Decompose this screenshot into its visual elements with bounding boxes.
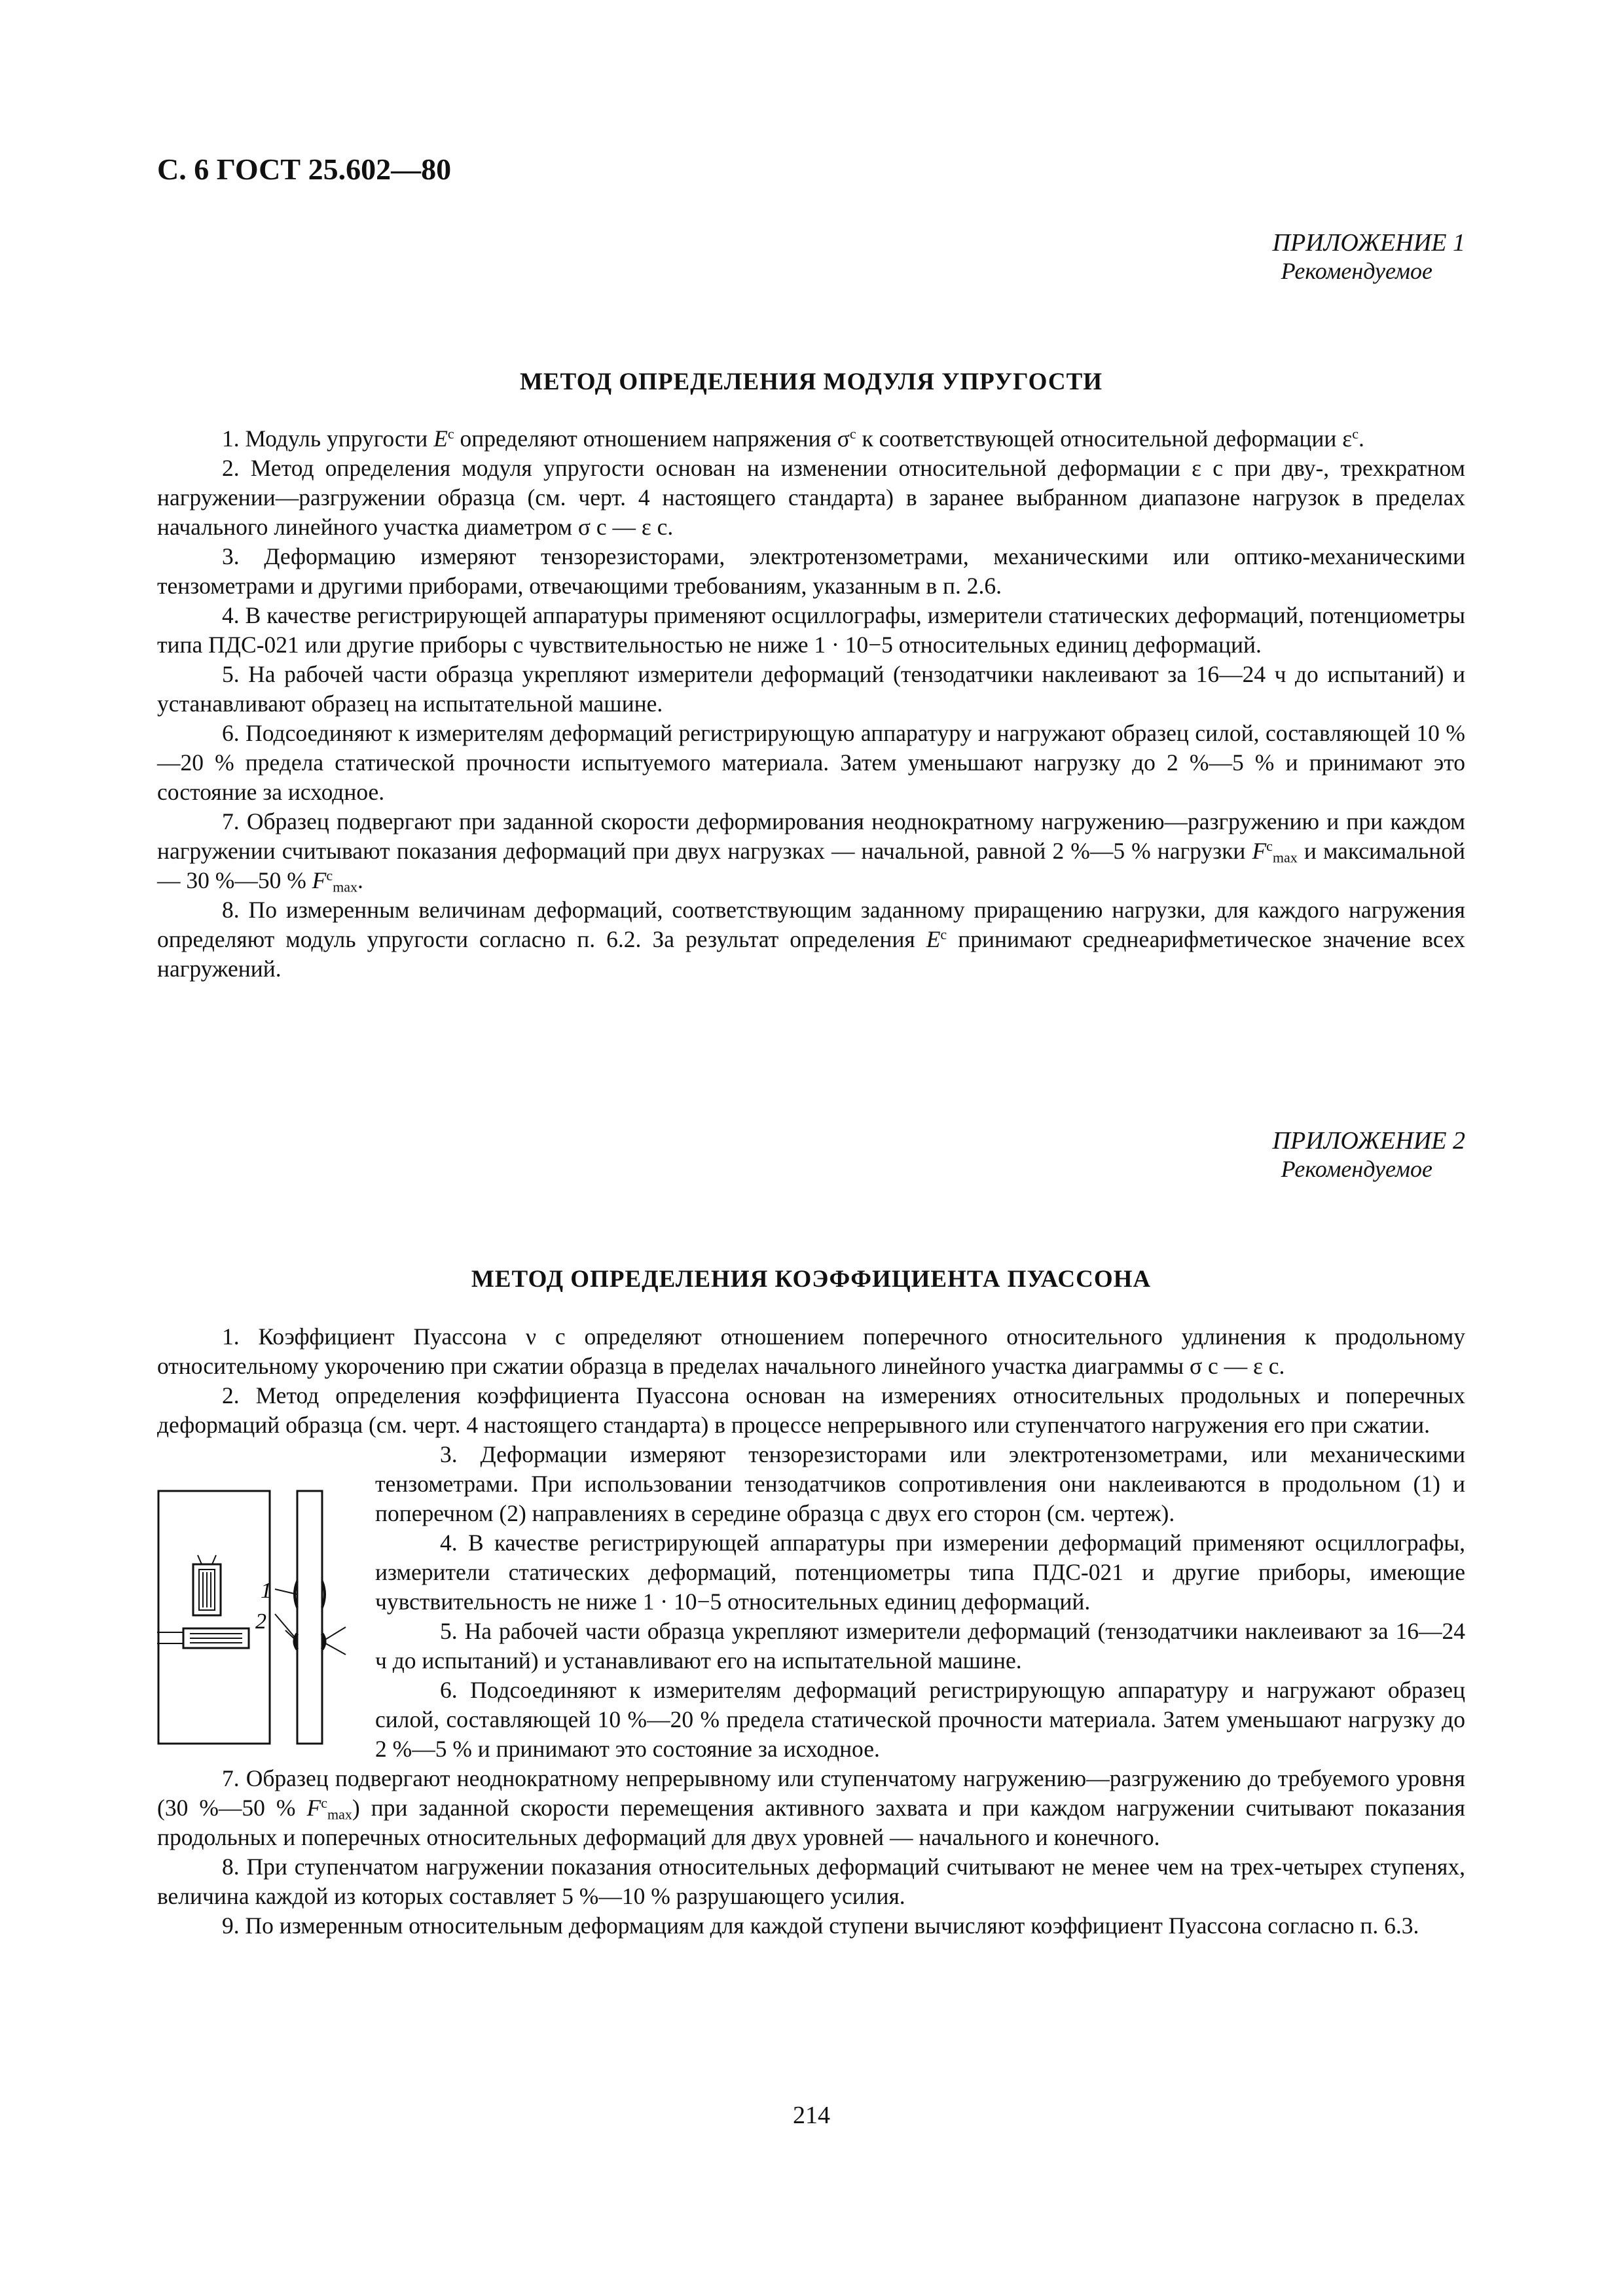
appendix1-paragraph-4: 4. В качестве регистрирующей аппаратуры применяют осциллографы, измерители статических деформаций, потенциометры типа ПДС-021 или другие приборы с чувствительностью не ниже 1 · 10−5 относительных единиц деформаций.	[157, 602, 1465, 658]
specimen-drawing	[157, 1444, 357, 1745]
appendix2-label-block	[1273, 1127, 1465, 1183]
appendix1-title: МЕТОД ОПРЕДЕЛЕНИЯ МОДУЛЯ УПРУГОСТИ	[519, 368, 1103, 395]
appendix2-paragraph-1: 1. Коэффициент Пуассона ν c определяют отношением поперечного относительного удлинения к продольному относительному укорочению при сжатии образца в пределах начального линейного участка диаграммы σ c — ε c.	[157, 1323, 1465, 1379]
appendix2-paragraph-2: 2. Метод определения коэффициента Пуассона основан на измерениях относительных продольных и поперечных деформаций образца (см. черт. 4 настоящего стандарта) в процессе непрерывного или ступенчатого нагружения его при сжатии.	[157, 1382, 1465, 1438]
appendix2-label: ПРИЛОЖЕНИЕ 2	[1272, 1127, 1465, 1155]
appendix1-paragraph-8: 8. По измеренным величинам деформаций, соответствующим заданному приращению нагрузки, для каждого нагружения определяют модуль упругости согласно п. 6.2. За результат определения $E^c$ принимают среднеарифметическое значение всех нагружений.	[157, 897, 1465, 982]
appendix1-status: Рекомендуемое	[1281, 257, 1432, 284]
figure-label-1: 1	[261, 1579, 272, 1603]
appendix2-paragraph-5: 5. На рабочей части образца укрепляют измерители деформаций (тензодатчики наклеивают за 16—24 ч до испытаний) и устанавливают его на испытательной машине.	[375, 1618, 1465, 1674]
appendix2-body	[157, 1322, 1465, 1941]
specimen-side-outline	[297, 1491, 322, 1744]
appendix2-paragraph-3: 3. Деформации измеряют тензорезисторами или электротензометрами, или механическими тензометрами. При использовании тензодатчиков сопротивления они наклеиваются в продольном (1) и поперечном (2) направлениях в середине образца с двух его сторон (см. чертеж).	[375, 1441, 1465, 1526]
appendix2-paragraph-8: 8. При ступенчатом нагружении показания относительных деформаций считывают не менее чем на трех-четырех ступенях, величина каждой из которых составляет 5 %—10 % разрушающего усилия.	[157, 1854, 1465, 1909]
figure-wrap-zone	[157, 1440, 1465, 1852]
appendix1-paragraph-2: 2. Метод определения модуля упругости основан на изменении относительной деформации ε c при дву-, трехкратном нагружении—разгружении образца (см. черт. 4 настоящего стандарта) в заранее выбранном диапазоне нагрузок в пределах начального линейного участка диаметром σ c — ε c.	[157, 455, 1465, 540]
figure-label-2: 2	[255, 1609, 266, 1634]
appendix1-label-block	[1273, 229, 1465, 285]
leader-line-2	[275, 1614, 297, 1640]
appendix2-title: МЕТОД ОПРЕДЕЛЕНИЯ КОЭФФИЦИЕНТА ПУАССОНА	[471, 1266, 1152, 1293]
strain-gauge-figure	[157, 1444, 357, 1745]
page-number: 214	[793, 2102, 830, 2129]
running-head: С. 6 ГОСТ 25.602—80	[157, 152, 452, 186]
appendix2-paragraph-6: 6. Подсоединяют к измерителям деформаций регистрирующую аппаратуру и нагружают образец силой, составляющей 10 %—20 % предела статической прочности материала. Затем уменьшают нагрузку до 2 %—5 % и принимают это состояние за исходное.	[375, 1677, 1465, 1762]
appendix1-paragraph-6: 6. Подсоединяют к измерителям деформаций регистрирующую аппаратуру и нагружают образец силой, составляющей 10 %—20 % предела статической прочности испытуемого материала. Затем уменьшают нагрузку до 2 %—5 % и принимают это состояние за исходное.	[157, 720, 1465, 805]
appendix1-paragraph-5: 5. На рабочей части образца укрепляют измерители деформаций (тензодатчики наклеивают за 16—24 ч до испытаний) и устанавливают образец на испытательной машине.	[157, 661, 1465, 717]
appendix1-paragraph-3: 3. Деформацию измеряют тензорезисторами, электротензометрами, механическими или оптико-механическими тензометрами и другими приборами, отвечающими требованиям, указанным в п. 2.6.	[157, 543, 1465, 599]
specimen-front-outline	[158, 1491, 270, 1744]
appendix2-paragraph-9: 9. По измеренным относительным деформациям для каждой ступени вычисляют коэффициент Пуассона согласно п. 6.3.	[222, 1912, 1419, 1939]
appendix1-paragraph-1: 1. Модуль упругости $E^c$ определяют отношением напряжения $\sigma^c$ к соответствующей относительной деформации $\varepsilon^c$.	[222, 425, 1364, 452]
appendix2-status: Рекомендуемое	[1281, 1155, 1432, 1182]
appendix1-label: ПРИЛОЖЕНИЕ 1	[1272, 229, 1465, 257]
appendix1-body	[157, 424, 1465, 984]
appendix1-paragraph-7: 7. Образец подвергают при заданной скорости деформирования неоднократному нагружению—разгружению и при каждом нагружении считывают показания деформаций при двух нагрузках — начальной, равной 2 %—5 % нагрузки $F^c_{max}$ и максимальной — 30 %—50 % $F^c_{max}$.	[157, 808, 1465, 895]
appendix2-paragraph-4: 4. В качестве регистрирующей аппаратуры при измерении деформаций применяют осциллографы, измерители статических деформаций, потенциометры типа ПДС-021 и другие приборы, имеющие чувствительность не ниже 1 · 10−5 относительных единиц деформаций.	[375, 1530, 1465, 1615]
appendix2-paragraph-7: 7. Образец подвергают неоднократному непрерывному или ступенчатому нагружению—разгружению до требуемого уровня (30 %—50 % $F^c_{max}$) при заданной скорости перемещения активного захвата и при каждом нагружении считывают показания продольных и поперечных относительных деформаций для двух уровней — начального и конечного.	[157, 1765, 1466, 1850]
